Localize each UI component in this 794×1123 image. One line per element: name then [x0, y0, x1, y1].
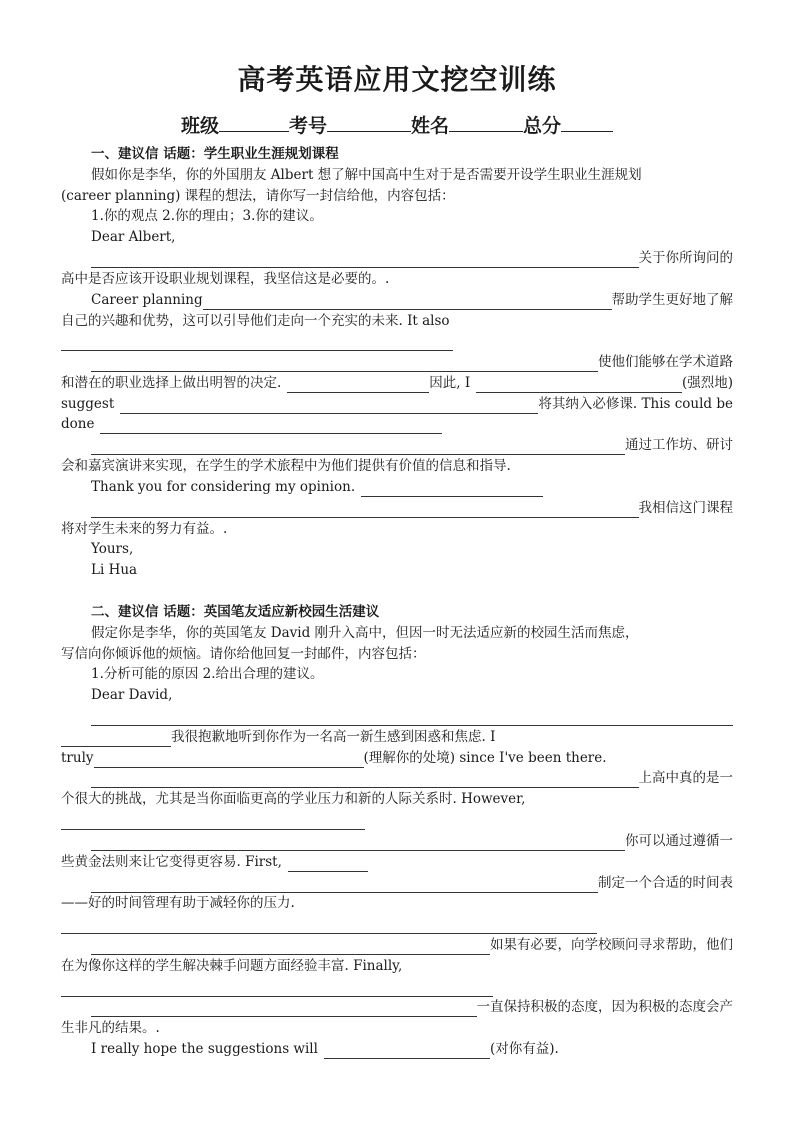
blank[interactable] [61, 814, 365, 830]
text-segment: 关于你所询问的 [638, 250, 733, 266]
text-segment: Thank you for considering my opinion. [91, 479, 356, 495]
text-segment: 你可以通过遵循一 [625, 833, 733, 849]
blank[interactable] [288, 856, 368, 872]
blank[interactable] [94, 752, 364, 768]
section2-greeting: Dear David, [91, 687, 173, 703]
section2-line-2 [61, 727, 733, 747]
student-info-line [0, 111, 794, 138]
section2-line-13: 在为像你这样的学生解决棘手问题方面经验丰富. Finally, [61, 958, 403, 974]
blank[interactable] [61, 981, 493, 997]
section2-points: 1.分析可能的原因 2.给出合理的建议。 [91, 666, 324, 682]
blank[interactable] [91, 772, 639, 788]
section1-heading: 一、建议信 话题：学生职业生涯规划课程 [91, 146, 339, 162]
section1-prompt-line2: (career planning) 课程的想法，请你写一封信给他，内容包括： [61, 188, 455, 204]
section2-line-9 [91, 873, 733, 893]
text-segment: 使他们能够在学术道路 [598, 354, 733, 370]
blank[interactable] [476, 377, 682, 393]
class-label: 班级 [180, 115, 219, 137]
blank[interactable] [91, 502, 639, 518]
text-segment: I really hope the suggestions will [91, 1041, 318, 1057]
section1-line-14: 将对学生未来的努力有益。. [61, 521, 228, 537]
blank[interactable] [61, 731, 171, 747]
text-segment: 制定一个合适的时间表 [598, 875, 733, 891]
text-segment: 和潜在的职业选择上做出明智的决定. [61, 375, 282, 391]
section2-line-3 [61, 748, 733, 768]
blank[interactable] [91, 439, 625, 455]
section2-prompt-line1: 假定你是李华，你的英国笔友 David 刚升入高中，但因一时无法适应新的校园生活而焦虑， [91, 625, 639, 641]
section1-line-5 [61, 331, 733, 351]
blank[interactable] [361, 481, 543, 497]
section1-line-2: 高中是否应该开设职业规划课程，我坚信这是必要的。. [61, 271, 390, 287]
blank[interactable] [91, 939, 490, 955]
blank[interactable] [203, 294, 612, 310]
section1-line-1 [91, 248, 733, 268]
text-segment: done [61, 416, 95, 432]
text-segment: 帮助学生更好地了解 [611, 292, 733, 308]
text-segment: 将其纳入必修课. This could be [538, 396, 733, 412]
text-segment: 通过工作坊、研讨 [625, 437, 733, 453]
section1-closing: Yours, [91, 541, 134, 557]
section2-line-1 [91, 706, 733, 726]
class-blank[interactable] [219, 113, 289, 132]
section1-line-11: 会和嘉宾演讲来实现，在学生的学术旅程中为他们提供有价值的信息和指导. [61, 458, 511, 474]
text-segment: (强烈地) [681, 375, 733, 391]
number-label: 考号 [288, 115, 327, 137]
text-segment: truly [61, 750, 94, 766]
blank[interactable] [91, 1001, 477, 1017]
blank[interactable] [91, 356, 598, 372]
section1-signature: Li Hua [91, 562, 138, 578]
section2-line-15 [91, 997, 733, 1017]
text-segment: (理解你的处境) since I've been there. [363, 750, 607, 766]
blank[interactable] [287, 377, 429, 393]
text-segment: Career planning [91, 292, 203, 308]
section1-line-3 [91, 290, 733, 310]
section2-line-17 [91, 1039, 733, 1059]
section1-line-7 [61, 373, 733, 393]
section2-heading: 二、建议信 话题：英国笔友适应新校园生活建议 [91, 604, 380, 620]
name-label: 姓名 [411, 115, 450, 137]
blank[interactable] [91, 877, 598, 893]
blank[interactable] [61, 335, 453, 351]
blank[interactable] [120, 398, 538, 414]
section1-line-13 [91, 498, 733, 518]
name-blank[interactable] [449, 113, 523, 132]
text-segment: 上高中真的是一 [638, 770, 733, 786]
section2-line-6 [61, 810, 733, 830]
section1-points: 1.你的观点 2.你的理由；3.你的建议。 [91, 208, 323, 224]
text-segment: suggest [61, 396, 115, 412]
section2-line-7 [91, 831, 733, 851]
blank[interactable] [91, 835, 625, 851]
section2-line-4 [91, 768, 733, 788]
text-segment: 如果有必要，向学校顾问寻求帮助，他们 [490, 937, 733, 953]
blank[interactable] [91, 710, 733, 726]
text-segment: 我很抱歉地听到你作为一名高一新生感到困惑和焦虑. I [171, 729, 496, 745]
section1-line-10 [91, 435, 733, 455]
section2-line-16: 生非凡的结果。. [61, 1020, 160, 1036]
section2-line-8 [61, 852, 733, 872]
section1-prompt-line1: 假如你是李华，你的外国朋友 Albert 想了解中国高中生对于是否需要开设学生职业生涯规划 [91, 167, 642, 183]
section2-line-11 [61, 914, 733, 934]
section2-line-10: ——好的时间管理有助于减轻你的压力. [61, 895, 295, 911]
section1-line-12 [91, 477, 733, 497]
text-segment: (对你有益). [489, 1041, 559, 1057]
blank[interactable] [324, 1043, 490, 1059]
section1-line-9 [61, 414, 733, 434]
section1-line-8 [61, 394, 733, 414]
section2-prompt-line2: 写信向你倾诉他的烦恼。请你给他回复一封邮件，内容包括： [61, 646, 426, 662]
blank[interactable] [61, 918, 597, 934]
section1-line-6 [91, 352, 733, 372]
section2-line-12 [91, 935, 733, 955]
section2-line-14 [61, 977, 733, 997]
blank[interactable] [91, 252, 639, 268]
number-blank[interactable] [327, 113, 411, 132]
page-title: 高考英语应用文挖空训练 [237, 63, 557, 96]
text-segment: 因此, I [429, 375, 471, 391]
section1-line-4: 自己的兴趣和优势，这可以引导他们走向一个充实的未来. It also [61, 313, 450, 329]
section2-line-5: 个很大的挑战，尤其是当你面临更高的学业压力和新的人际关系时. However, [61, 791, 526, 807]
text-segment: 一直保持积极的态度，因为积极的态度会产 [476, 999, 733, 1015]
score-label: 总分 [523, 115, 562, 137]
blank[interactable] [100, 418, 442, 434]
text-segment: 我相信这门课程 [638, 500, 733, 516]
section1-greeting: Dear Albert, [91, 229, 176, 245]
text-segment: 些黄金法则来让它变得更容易. First, [61, 854, 282, 870]
score-blank[interactable] [561, 113, 613, 132]
